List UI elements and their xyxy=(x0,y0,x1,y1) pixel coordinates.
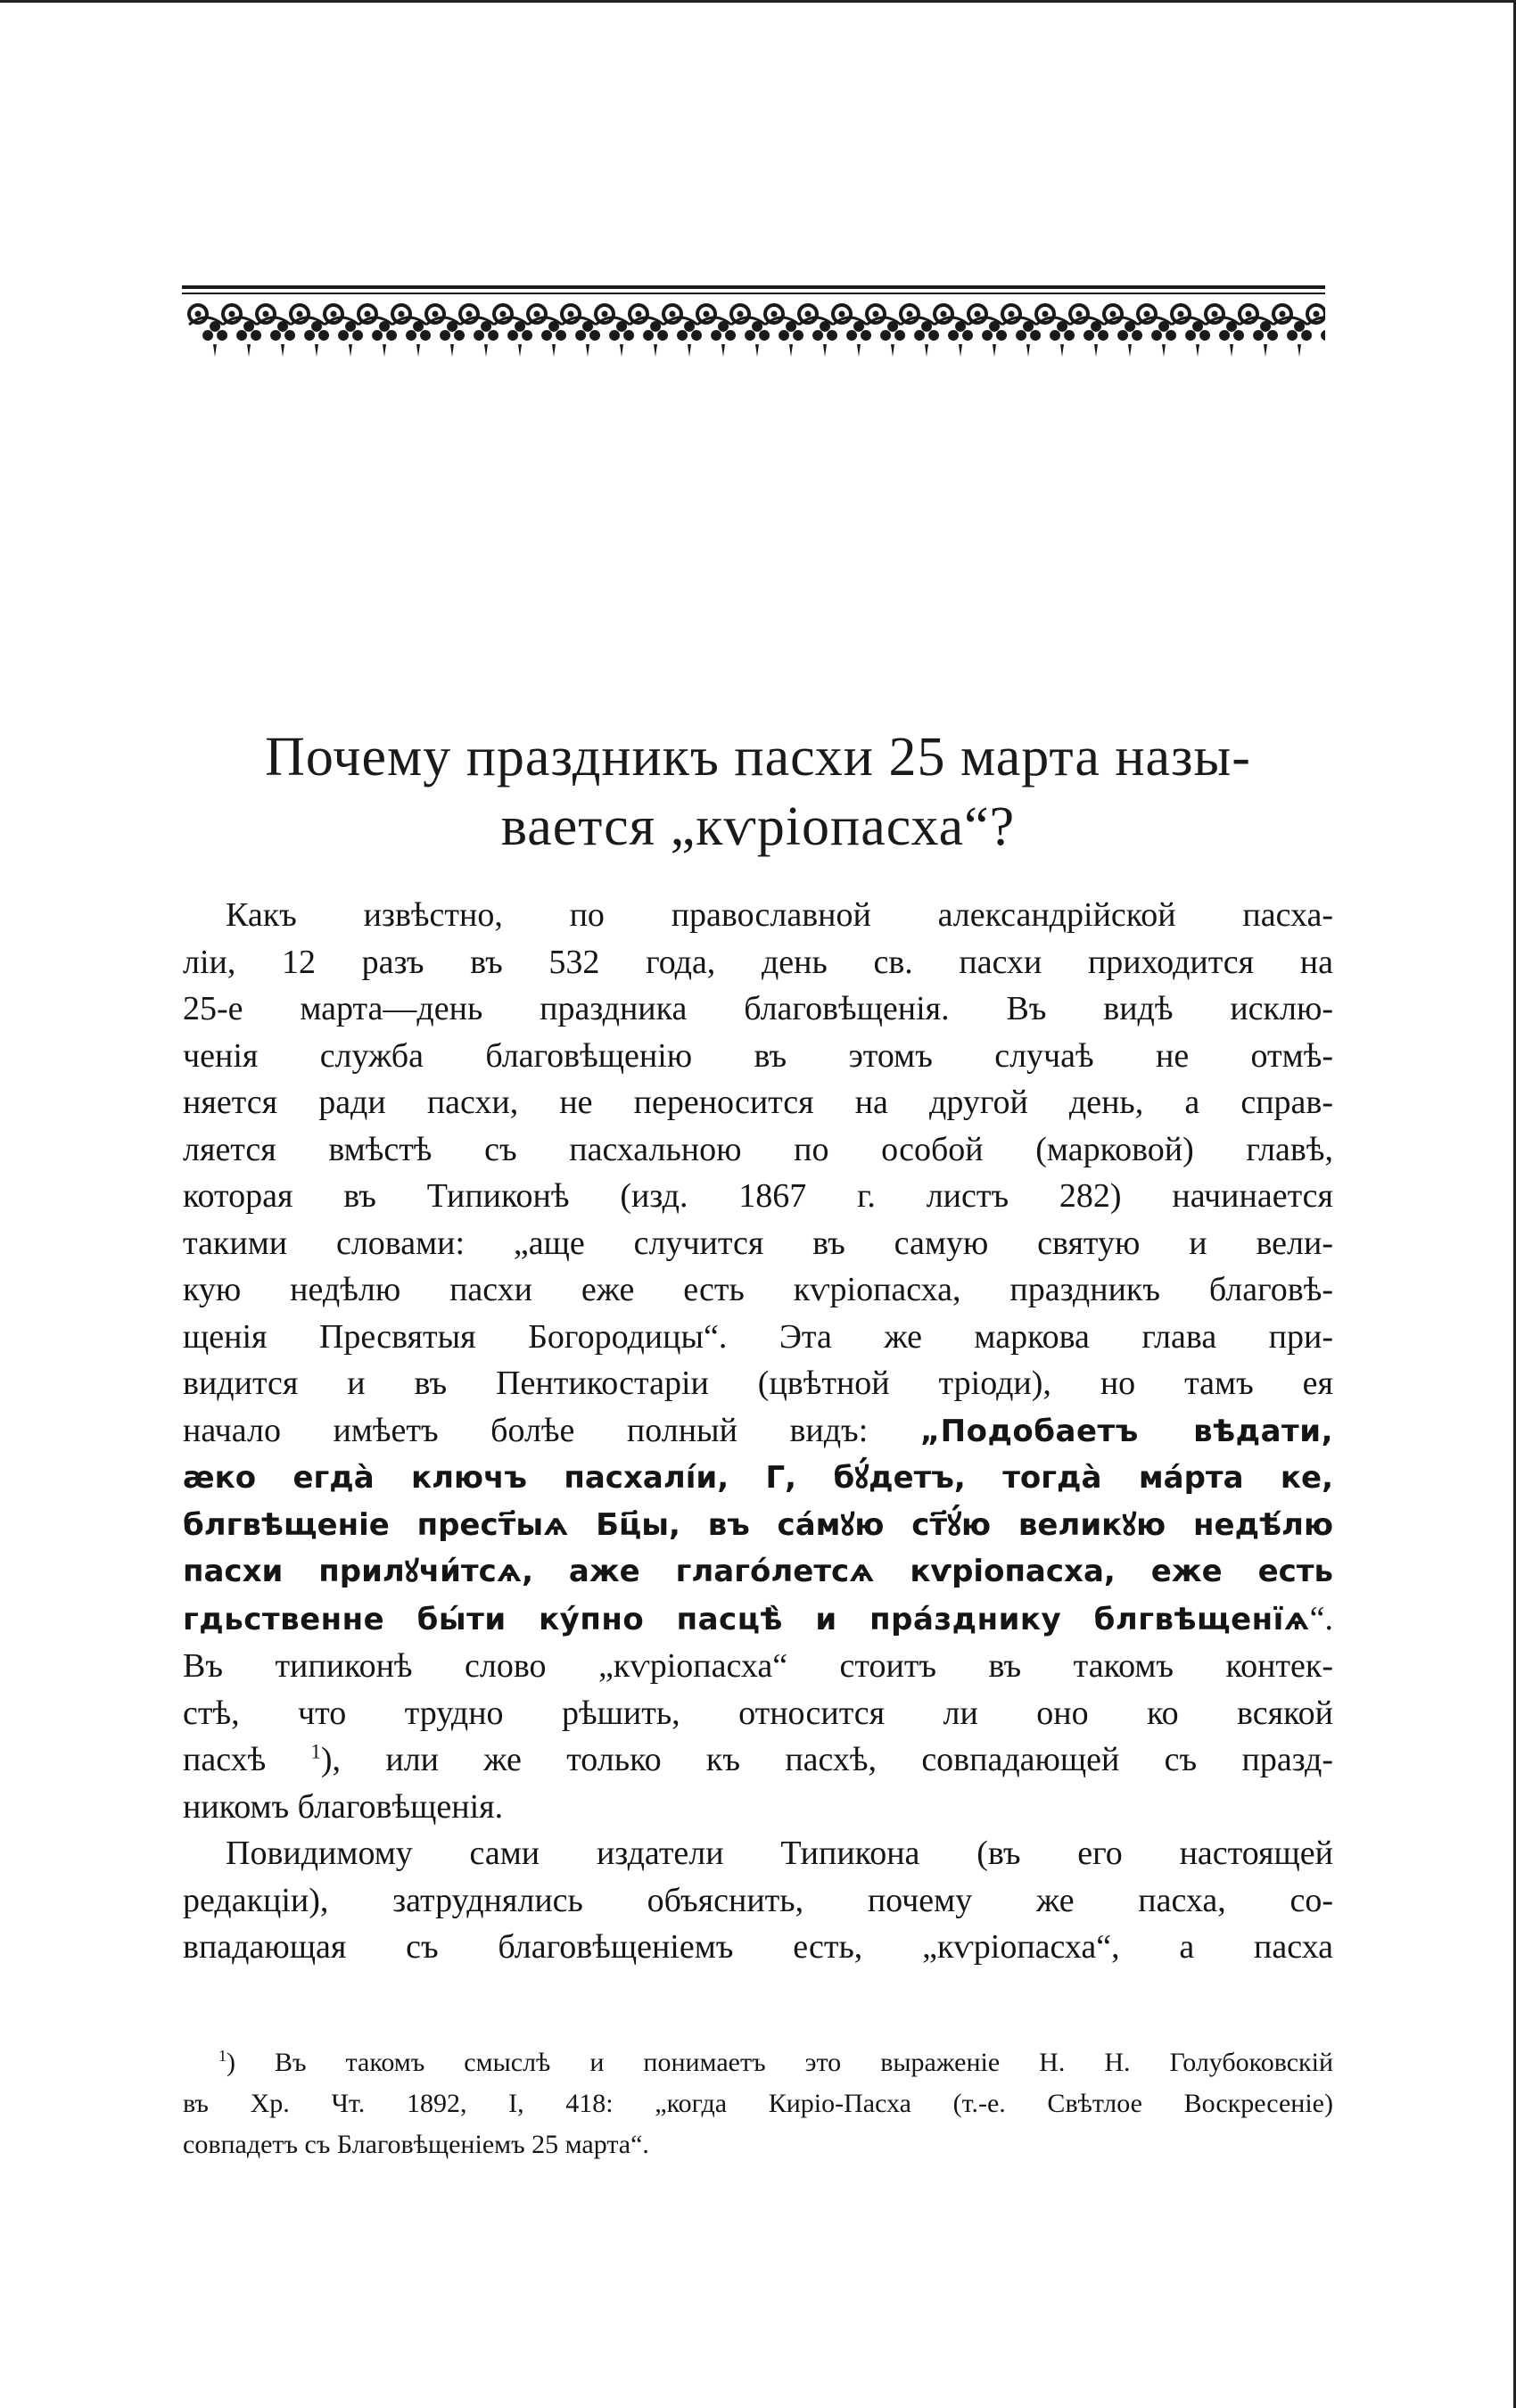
body-line: Повидимому сами издатели Типикона (въ его настоящей xyxy=(226,1835,1333,1872)
ornament-scroll-center xyxy=(737,311,744,317)
ornament-scroll-center xyxy=(1076,311,1083,317)
body-line: редакціи), затруднялись объяснить, почему же пасха, со- xyxy=(183,1881,1333,1919)
mixed-plain-text: начало имѣетъ болѣе полный видъ: xyxy=(183,1411,869,1449)
ornament-scroll-center xyxy=(365,311,371,317)
ornament-trefoil xyxy=(982,321,1007,357)
ornament-trefoil xyxy=(541,321,566,357)
body-line-mixed xyxy=(183,1407,1333,1456)
body-line: ченія служба благовѣщенію въ этомъ случаѣ не отмѣ- xyxy=(183,1036,1333,1075)
body-line: такими словами: „аще случится въ самую святую и вели- xyxy=(183,1224,1333,1262)
ornament-scroll-center xyxy=(263,311,269,317)
ornament-trefoil xyxy=(440,321,465,357)
ornament-scroll-center xyxy=(568,311,574,317)
ornament-trefoil xyxy=(1253,321,1278,357)
ornament-scroll-center xyxy=(466,311,473,317)
ornament-trefoil xyxy=(880,321,905,357)
footref-after: ), или же только къ пасхѣ, совпадающей съ празд- xyxy=(320,1741,1333,1778)
footnote-line: въ Хр. Чт. 1892, I, 418: „когда Кирiо-Пасха (т.-е. Свѣтлое Воскресеніе) xyxy=(183,2089,1333,2118)
ornament-scroll-center xyxy=(839,311,845,317)
ornament-trefoil xyxy=(1016,321,1041,357)
title-line-2: вается „кѵріопасха“? xyxy=(500,796,1016,857)
ornament-trefoil xyxy=(914,321,939,357)
ornament-trefoil xyxy=(1117,321,1142,357)
ornament-trefoil xyxy=(779,321,803,357)
ornament-scroll-center xyxy=(500,311,507,317)
body-line: няется ради пасхи, не переносится на другой день, а справ- xyxy=(183,1084,1333,1121)
ornament-scroll-center xyxy=(1110,311,1116,317)
ornament-scroll-center xyxy=(704,311,710,317)
body-line: Въ типиконѣ слово „кѵріопасха“ стоитъ въ такомъ контек- xyxy=(183,1647,1333,1685)
slavonic-close-quote: “. xyxy=(1309,1599,1333,1637)
slavonic-line-last xyxy=(183,1596,1333,1644)
ornament-trefoil xyxy=(609,321,634,357)
ornament-trefoil xyxy=(846,321,871,357)
footnote-line: совпадетъ съ Благовѣщеніемъ 25 марта“. xyxy=(183,2130,649,2159)
ornament-scroll-center xyxy=(873,311,879,317)
title-line-1: Почему праздникъ пасхи 25 марта назы- xyxy=(265,727,1251,788)
ornament-trefoil xyxy=(1083,321,1108,357)
ornament-trefoil xyxy=(372,321,397,357)
body-line-footref xyxy=(183,1736,1333,1784)
ornament-scroll-center xyxy=(1314,311,1320,317)
ornament-scroll-center xyxy=(229,311,235,317)
body-line: стѣ, что трудно рѣшить, относится ли оно ко всякой xyxy=(183,1694,1333,1732)
slavonic-line: пасхи прилꙋчи́тсѧ, аже глаго́летсѧ кѵріопасха, еже есть xyxy=(183,1554,1333,1589)
footnote-reference: 1 xyxy=(310,1740,321,1763)
body-line: впадающая съ благовѣщеніемъ есть, „кѵріопасха“, а пасха xyxy=(183,1928,1333,1966)
article-body xyxy=(183,892,1333,1971)
ornament-scroll-center xyxy=(1280,311,1286,317)
slavonic-quote-start: „Подобаетъ вѣдати, xyxy=(919,1413,1333,1449)
ornament-scroll-center xyxy=(399,311,405,317)
ornament-trefoil xyxy=(270,321,295,357)
body-line: 25-е марта—день праздника благовѣщенія. Въ видѣ исклю- xyxy=(183,990,1333,1027)
ornament-trefoil xyxy=(948,321,973,357)
ornament-trefoil xyxy=(677,321,702,357)
ornament-trefoil xyxy=(643,321,668,357)
ornament-trefoil xyxy=(812,321,837,357)
article-title xyxy=(183,722,1333,862)
slavonic-line: ӕко егда̀ ключъ пасхалі́и, Г, бꙋ́детъ, тогда̀ ма́рта ке, xyxy=(183,1460,1333,1496)
footnote-mark: 1 xyxy=(218,2047,227,2065)
ornament-scroll-center xyxy=(771,311,778,317)
ornament-scroll-center xyxy=(805,311,812,317)
ornament-trefoil xyxy=(236,321,261,357)
ornament-trefoil xyxy=(711,321,736,357)
body-line: видится и въ Пентикостаріи (цвѣтной тріоди), но тамъ ея xyxy=(183,1365,1333,1402)
body-line: которая въ Типиконѣ (изд. 1867 г. листъ 282) начинается xyxy=(183,1177,1333,1215)
ornament-trefoil xyxy=(406,321,431,357)
ornament-scroll-center xyxy=(941,311,947,317)
footnote-text-1: ) Въ такомъ смыслѣ и понимаетъ это выраженіе Н. Н. Голубоковскій xyxy=(227,2048,1333,2077)
ornament-scroll-center xyxy=(1042,311,1049,317)
headpiece-ornament xyxy=(182,284,1325,366)
ornament-scroll-center xyxy=(1246,311,1252,317)
ornament-scroll-center xyxy=(670,311,676,317)
ornament-trefoil xyxy=(1151,321,1176,357)
ornament-scroll-center xyxy=(534,311,540,317)
body-line: щенія Пресвятыя Богородицы“. Эта же маркова глава при- xyxy=(183,1317,1333,1356)
ornament-scroll-center xyxy=(1212,311,1218,317)
ornament-scroll-center xyxy=(975,311,981,317)
ornament-trefoil xyxy=(745,321,770,357)
ornament-scroll-center xyxy=(1009,311,1015,317)
ornament-trefoil xyxy=(1050,321,1075,357)
ornament-trefoil xyxy=(1321,321,1325,357)
ornament-trefoil xyxy=(1185,321,1210,357)
scan-border-top xyxy=(0,0,1516,3)
ornament-trefoil xyxy=(338,321,363,357)
ornament-scroll-center xyxy=(1178,311,1184,317)
body-line: ляется вмѣстѣ съ пасхальною по особой (марковой) главѣ, xyxy=(183,1130,1333,1168)
ornament-trefoil xyxy=(575,321,600,357)
ornament-scroll-center xyxy=(433,311,439,317)
footnotes xyxy=(183,2042,1333,2165)
footnote-line xyxy=(183,2042,1333,2083)
ornament-trefoil xyxy=(304,321,329,357)
body-line: никомъ благовѣщенія. xyxy=(183,1787,504,1826)
ornament-trefoil xyxy=(202,321,227,357)
ornament-scroll-center xyxy=(195,311,202,317)
ornament-scroll-center xyxy=(602,311,608,317)
ornament-trefoil xyxy=(1219,321,1244,357)
body-line: кую недѣлю пасхи еже есть кѵріопасха, праздникъ благовѣ- xyxy=(183,1271,1333,1308)
footref-before: пасхѣ xyxy=(183,1741,311,1778)
slavonic-last-text: гдьственне бы́ти ку́пно пасцѣ̀ и пра́зднику блгвѣщенїѧ xyxy=(183,1601,1310,1637)
ornament-trefoil xyxy=(507,321,532,357)
ornament-trefoil xyxy=(1287,321,1312,357)
ornament-scroll-center xyxy=(636,311,642,317)
body-line: ліи, 12 разъ въ 532 года, день св. пасхи приходится на xyxy=(183,943,1333,981)
ornament-scroll-center xyxy=(1144,311,1150,317)
ornament-scroll-center xyxy=(297,311,303,317)
ornament-scroll-center xyxy=(907,311,913,317)
ornament-scroll-center xyxy=(331,311,337,317)
slavonic-line: блгвѣщеніе прест҃ыѧ Бц҃ы, въ са́мꙋю ст҃ꙋ́ю великꙋю недѣ́лю xyxy=(183,1506,1333,1543)
ornament-trefoil xyxy=(474,321,498,357)
body-line: Какъ извѣстно, по православной александрійской пасха- xyxy=(226,896,1333,934)
